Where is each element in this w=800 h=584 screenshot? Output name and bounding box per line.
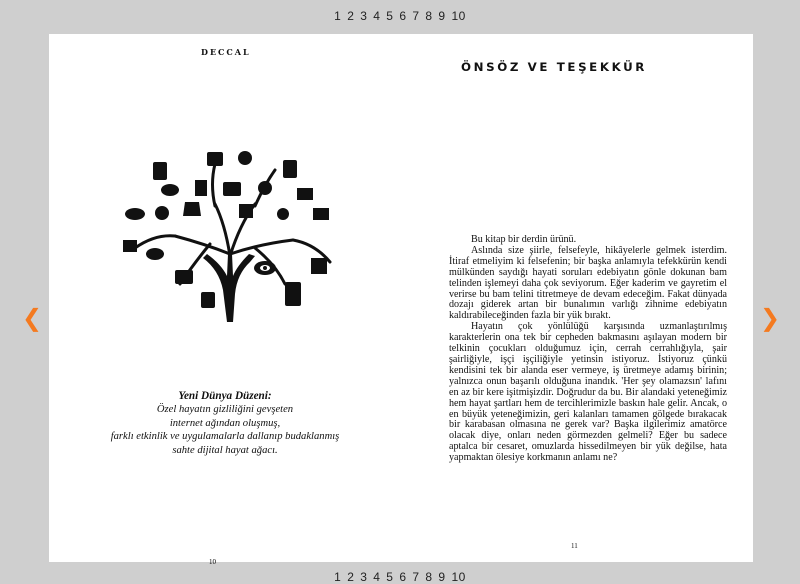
chapter-title: ÖNSÖZ VE TEŞEKKÜR: [461, 60, 647, 74]
caption-title: Yeni Dünya Düzeni:: [178, 390, 272, 402]
paragraph: Bu kitap bir derdin ürünü.: [471, 234, 577, 245]
page-link[interactable]: 5: [386, 570, 394, 584]
illustration-caption: [49, 390, 401, 457]
running-head: DECCAL: [201, 47, 251, 57]
caption-line: farklı etkinlik ve uygulamalarla dallanıp budaklanmış: [110, 431, 340, 443]
page-link[interactable]: 1: [334, 9, 342, 23]
paragraph: Hayatın çok yönlülüğü karşısında uzmanlaştırılmış karakterlerin ona tek bir cepheden bakmasını aşılayan modern bir telkinin çocukları olduğumuz için, cerrah cerrahlığıyla, şair şairliğiyle, işçi işçiliğiyle yetinsin istiyoruz. İstiyoruz çünkü kendisini tek bir alanda eser vermeye, iş üretmeye adamış birinin; yalnızca onun başarılı olduğuna inandık. 'Her şey olamazsın' lafını en az bir kere işitmişizdir. Doğrudur da bu. Bir alandaki yeteneğimiz hem hayat şartları hem de tercihlerimizle baskın hale gelir. Ancak, o en büyük yeteneğimizin, geri kalanları tamamen gölgede bırakacak bir karabasan olmasına ne gerek var? Başka ilgilerimiz amatörce olacak diye, onları neden görmezden gelmeli? Eğer bu sadece aptalca bir cesaret, omuzlarda hissedilmeyen bir yük değilse, hata yapmaktan ölesiye korkmanın anlamı ne?: [449, 321, 727, 464]
paragraph: Aslında size şiirle, felsefeyle, hikâyelerle gelmek isterdim. İtiraf etmeliyim ki felsefenin; bir başka anlamıyla tefekkürün kendi mülkünden saydığı hayati soruları edebiyatın gönle dokunan bam telinden işlemeyi daha çok seviyorum. Eğer kaderim ve gayretim el verirse bu bam telini titretmeye de devam edeceğim. Fakat dünyada dozajı giderek artan bir bunalımın varlığı zihnime edebiyatın kaldırabileceğinden fazla bir yük bırakt.: [449, 244, 727, 322]
page-link[interactable]: 1: [334, 570, 342, 584]
page-link[interactable]: 9: [438, 570, 446, 584]
left-page: [49, 34, 401, 566]
page-link[interactable]: 7: [412, 9, 420, 23]
page-number-left: 10: [209, 558, 216, 566]
caption-line: sahte dijital hayat ağacı.: [172, 444, 278, 456]
page-number-right: 11: [571, 542, 578, 550]
page-link[interactable]: 2: [347, 9, 355, 23]
previous-page-arrow-icon[interactable]: ❮: [21, 304, 43, 332]
pagination-top: [0, 9, 800, 23]
page-link[interactable]: 8: [425, 9, 433, 23]
digital-tree-illustration: [115, 144, 345, 324]
page-link[interactable]: 3: [360, 570, 368, 584]
page-link[interactable]: 4: [373, 570, 381, 584]
page-link[interactable]: 8: [425, 570, 433, 584]
body-text: [449, 235, 727, 464]
page-link[interactable]: 10: [451, 9, 466, 23]
page-link[interactable]: 3: [360, 9, 368, 23]
page-link[interactable]: 4: [373, 9, 381, 23]
page-link[interactable]: 10: [451, 570, 466, 584]
page-link[interactable]: 6: [399, 570, 407, 584]
next-page-arrow-icon[interactable]: ❯: [759, 304, 781, 332]
page-link[interactable]: 2: [347, 570, 355, 584]
page-link[interactable]: 9: [438, 9, 446, 23]
book-spread: [49, 34, 753, 566]
caption-line: internet ağından oluşmuş,: [169, 417, 281, 429]
right-page: [401, 34, 753, 562]
page-link[interactable]: 7: [412, 570, 420, 584]
page-link[interactable]: 5: [386, 9, 394, 23]
caption-line: Özel hayatın gizliliğini gevşeten: [156, 404, 294, 416]
page-link[interactable]: 6: [399, 9, 407, 23]
